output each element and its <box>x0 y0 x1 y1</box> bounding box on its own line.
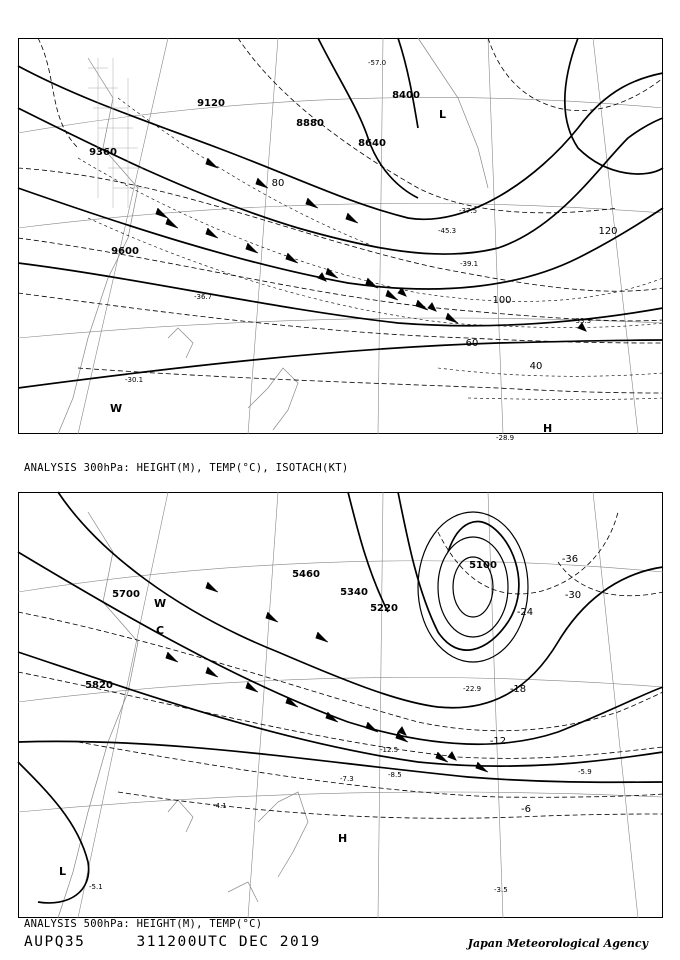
high-pressure-center: H <box>543 422 553 435</box>
temp-obs: -39.1 <box>460 260 479 268</box>
isotach-label-80: 80 <box>271 178 285 189</box>
height-label-9600: 9600 <box>111 246 139 257</box>
temp-obs: -4.1 <box>213 802 227 810</box>
temp-obs: -28.9 <box>496 434 515 442</box>
temp-obs: -12.5 <box>380 746 399 754</box>
warm-center: W <box>110 402 123 415</box>
temp-label-minus18: -18 <box>509 684 527 695</box>
product-id: AUPQ35 <box>24 934 86 950</box>
temp-obs: -37.5 <box>459 207 478 215</box>
temp-label-minus12: -12 <box>489 736 507 747</box>
upper-chart-map <box>18 38 663 442</box>
isotach-label-120: 120 <box>598 226 618 237</box>
temp-obs: -36.7 <box>194 293 213 301</box>
temp-obs: -57.0 <box>368 59 387 67</box>
lower-chart-panel <box>18 492 663 894</box>
height-label-5100: 5100 <box>469 560 497 571</box>
temp-obs: -8.5 <box>388 771 402 779</box>
low-pressure-center: L <box>439 108 447 121</box>
temp-obs: -22.9 <box>463 685 482 693</box>
height-label-8880: 8880 <box>296 118 324 129</box>
height-label-5460: 5460 <box>292 569 320 580</box>
height-label-9360: 9360 <box>89 147 117 158</box>
temp-obs: -33.3 <box>573 317 592 325</box>
lower-chart-caption: ANALYSIS 500hPa: HEIGHT(M), TEMP(°C) <box>24 918 263 930</box>
upper-chart-panel <box>18 38 663 442</box>
temp-obs: -5.1 <box>89 883 103 891</box>
cold-center: C <box>156 624 165 637</box>
height-label-9120: 9120 <box>197 98 225 109</box>
warm-center: W <box>154 597 167 610</box>
height-label-8400: 8400 <box>392 90 420 101</box>
high-pressure-center: H <box>338 832 348 845</box>
temp-label-minus6: -6 <box>521 804 531 815</box>
height-label-5340: 5340 <box>340 587 368 598</box>
temp-label-minus24: -24 <box>516 607 534 618</box>
temp-obs: -3.5 <box>494 886 508 894</box>
height-label-5820: 5820 <box>85 680 113 691</box>
height-label-5700: 5700 <box>112 589 140 600</box>
agency-credit: Japan Meteorological Agency <box>467 937 648 950</box>
upper-chart-caption: ANALYSIS 300hPa: HEIGHT(M), TEMP(°C), ISOTACH(KT) <box>24 462 349 474</box>
temp-obs: -7.3 <box>340 775 354 783</box>
temp-label-minus36: -36 <box>561 554 579 565</box>
isotach-label-40: 40 <box>529 361 543 372</box>
temp-obs: -5.9 <box>578 768 592 776</box>
product-code <box>24 934 321 950</box>
isotach-label-60: 60 <box>465 338 479 349</box>
isotach-label-100: 100 <box>492 295 512 306</box>
height-label-5220: 5220 <box>370 603 398 614</box>
lower-chart-map <box>18 492 663 918</box>
temp-obs: -30.1 <box>125 376 144 384</box>
height-label-8640: 8640 <box>358 138 386 149</box>
temp-label-minus30: -30 <box>564 590 582 601</box>
low-pressure-center: L <box>59 865 67 878</box>
temp-obs: -45.3 <box>438 227 457 235</box>
valid-time: 311200UTC DEC 2019 <box>136 934 321 950</box>
